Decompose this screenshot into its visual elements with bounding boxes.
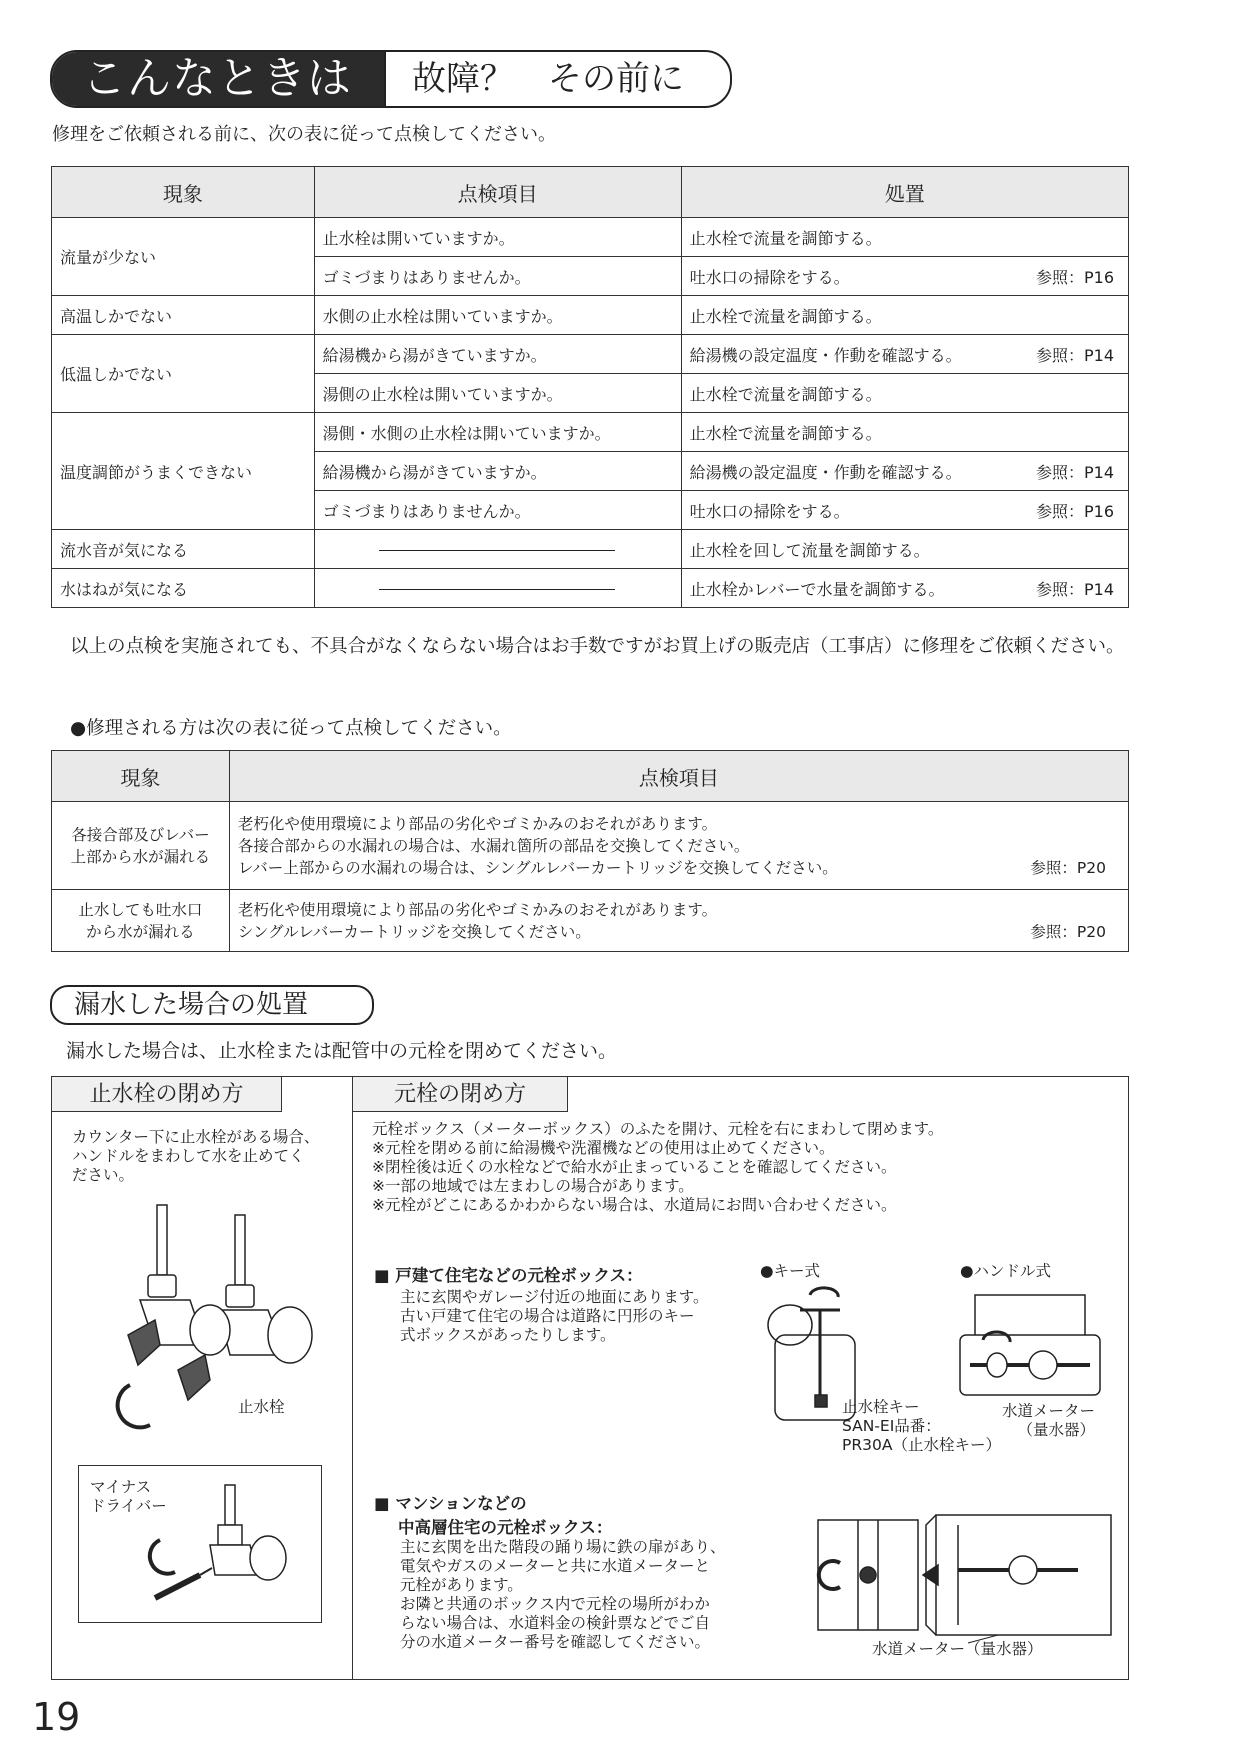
page-reference: 参照：P16 — [1035, 267, 1114, 287]
stop-valve-illustration — [110, 1195, 340, 1425]
column-divider — [352, 1076, 353, 1680]
page-reference: 参照：P20 — [1030, 858, 1106, 877]
mansion-box-illustration — [818, 1515, 1118, 1650]
handle-type-label: ●ハンドル式 — [960, 1262, 1052, 1280]
action-cell: 吐水口の掃除をする。 参照：P16 — [681, 491, 1128, 530]
main-valve-instructions: 元栓ボックス（メーターボックス）のふたを開け、元栓を右にまわして閉めます。 ※元栓を閉める前に給湯機や洗濯機などの使用は止めてください。 ※閉栓後は近くの水栓などで給水が止まっていることを確認してください。 ※一部の地域では左まわしの場合があります。 ※元栓がどこにあるかわからない場合は、水道局にお問い合わせください。 — [372, 1120, 944, 1214]
action-cell: 止水栓で流量を調節する。 — [681, 218, 1128, 257]
handle-box-illustration — [955, 1290, 1105, 1400]
leak-intro: 漏水した場合は、止水栓または配管中の元栓を閉めてください。 — [66, 1040, 618, 1062]
check-cell: 湯側・水側の止水栓は開いていますか。 — [314, 413, 681, 452]
page-reference: 参照：P16 — [1035, 501, 1114, 521]
action-cell: 止水栓で流量を調節する。 — [681, 413, 1128, 452]
mansion-box-heading: ■ マンションなどの 中高層住宅の元栓ボックス： — [374, 1494, 613, 1537]
action-cell: 給湯機の設定温度・作動を確認する。 参照：P14 — [681, 335, 1128, 374]
symptom-cell: 水はねが気になる — [52, 569, 315, 608]
house-box-heading: ■ 戸建て住宅などの元栓ボックス： — [374, 1266, 643, 1285]
intro-text: 修理をご依頼される前に、次の表に従って点検してください。 — [52, 124, 556, 145]
mansion-meter-label: 水道メーター（量水器） — [872, 1640, 1043, 1658]
table-row — [52, 413, 1129, 452]
table-row — [52, 296, 1129, 335]
banner-title-right: 故障？ その前に — [412, 59, 684, 99]
page-reference: 参照：P14 — [1035, 579, 1114, 599]
table-row — [52, 530, 1129, 569]
troubleshoot-table — [51, 166, 1129, 608]
stop-valve-instructions: カウンター下に止水栓がある場合、 ハンドルをまわして水を止めてく ださい。 — [72, 1128, 320, 1184]
page-number: 19 — [32, 1695, 81, 1739]
symptom-cell: 各接合部及びレバー 上部から水が漏れる — [52, 802, 230, 890]
page-reference: 参照：P20 — [1030, 922, 1106, 941]
leak-section-title: 漏水した場合の処置 — [50, 985, 374, 1025]
banner-title-left: こんなときは — [52, 52, 384, 106]
symptom-cell: 高温しかでない — [52, 296, 315, 335]
check-cell: 水側の止水栓は開いていますか。 — [314, 296, 681, 335]
tab-stop-valve: 止水栓の閉め方 — [51, 1076, 282, 1112]
table-header: 現象 — [52, 167, 315, 218]
repair-note: 以上の点検を実施されても、不具合がなくならない場合はお手数ですがお買上げの販売店（工事店）に修理をご依頼ください。 — [70, 636, 1125, 657]
check-cell: 老朽化や使用環境により部品の劣化やゴミかみのおそれがあります。 各接合部からの水漏れの場合は、水漏れ箇所の部品を交換してください。 レバー上部からの水漏れの場合は、シングルレバーカートリッジを交換してください。 参照：P20 — [229, 802, 1128, 890]
action-cell: 止水栓を回して流量を調節する。 — [681, 530, 1128, 569]
key-label: 止水栓キー SAN-EI品番： PR30A（止水栓キー） — [842, 1398, 1001, 1454]
action-cell: 止水栓で流量を調節する。 — [681, 374, 1128, 413]
key-type-label: ●キー式 — [760, 1262, 821, 1280]
table-row — [52, 218, 1129, 257]
symptom-cell: 温度調節がうまくできない — [52, 413, 315, 530]
repairer-table — [51, 750, 1129, 952]
check-cell: 止水栓は開いていますか。 — [314, 218, 681, 257]
action-cell: 止水栓で流量を調節する。 — [681, 296, 1128, 335]
repairer-instruction: ●修理される方は次の表に従って点検してください。 — [70, 718, 512, 739]
table-row — [52, 802, 1129, 890]
meter-label: 水道メーター （量水器） — [1002, 1402, 1096, 1439]
table-row — [52, 335, 1129, 374]
mansion-box-text: 主に玄関を出た階段の踊り場に鉄の扉があり、 電気やガスのメーターと共に水道メーターと 元栓があります。 お隣と共通のボックス内で元栓の場所がわか らない場合は、水道料金の検針票などでご自 分の水道メーター番号を確認してください。 — [400, 1538, 726, 1651]
table-header: 点検項目 — [229, 751, 1128, 802]
table-row — [52, 569, 1129, 608]
table-header: 現象 — [52, 751, 230, 802]
check-cell: ゴミづまりはありませんか。 — [314, 257, 681, 296]
table-header: 処置 — [681, 167, 1128, 218]
check-cell: ゴミづまりはありませんか。 — [314, 491, 681, 530]
dash-line — [379, 589, 615, 590]
page-reference: 参照：P14 — [1035, 345, 1114, 365]
action-cell: 吐水口の掃除をする。 参照：P16 — [681, 257, 1128, 296]
driver-label: マイナス ドライバー — [90, 1478, 167, 1515]
symptom-cell: 流水音が気になる — [52, 530, 315, 569]
table-row — [52, 890, 1129, 952]
table-header: 点検項目 — [314, 167, 681, 218]
check-cell: 湯側の止水栓は開いていますか。 — [314, 374, 681, 413]
dash-line — [379, 550, 615, 551]
action-cell: 給湯機の設定温度・作動を確認する。 参照：P14 — [681, 452, 1128, 491]
symptom-cell: 低温しかでない — [52, 335, 315, 413]
symptom-cell: 止水しても吐水口 から水が漏れる — [52, 890, 230, 952]
house-box-text: 主に玄関やガレージ付近の地面にあります。 古い戸建て住宅の場合は道路に円形のキー 式ボックスがあったりします。 — [400, 1288, 709, 1344]
section-title-banner — [50, 50, 732, 108]
stop-valve-label: 止水栓 — [238, 1398, 285, 1416]
check-cell: 給湯機から湯がきていますか。 — [314, 335, 681, 374]
check-cell: 給湯機から湯がきていますか。 — [314, 452, 681, 491]
check-cell-empty — [314, 530, 681, 569]
screwdriver-illustration — [140, 1480, 310, 1610]
check-cell-empty — [314, 569, 681, 608]
action-cell: 止水栓かレバーで水量を調節する。 参照：P14 — [681, 569, 1128, 608]
symptom-cell: 流量が少ない — [52, 218, 315, 296]
tab-main-valve: 元栓の閉め方 — [352, 1076, 568, 1112]
check-cell: 老朽化や使用環境により部品の劣化やゴミかみのおそれがあります。 シングルレバーカートリッジを交換してください。 参照：P20 — [229, 890, 1128, 952]
page-reference: 参照：P14 — [1035, 462, 1114, 482]
